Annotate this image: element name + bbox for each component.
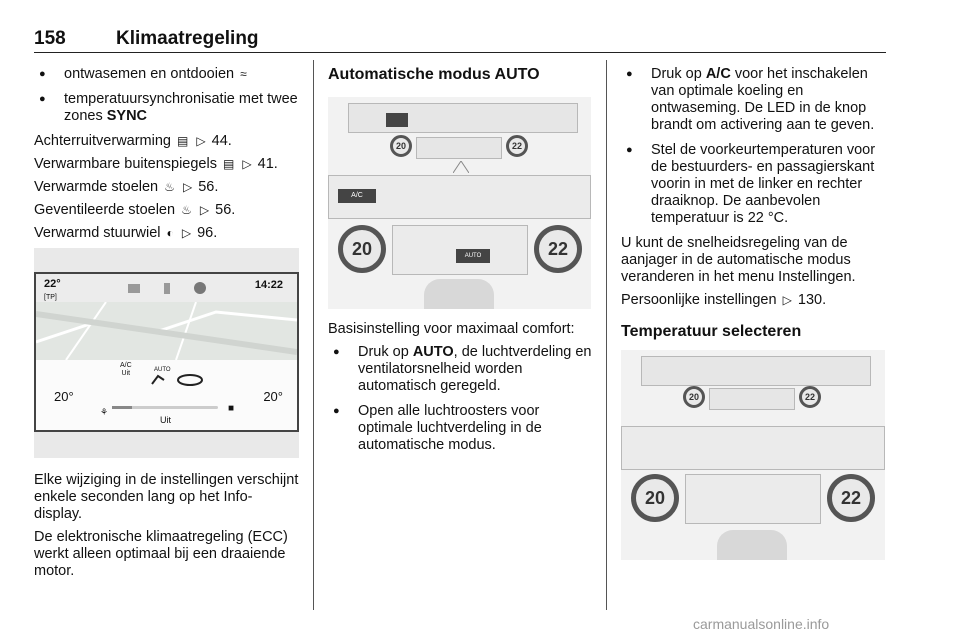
steering-wheel-heating-icon: ◐ (166, 226, 174, 240)
center-controls-small (416, 137, 502, 159)
knob-left: 20 (631, 474, 679, 522)
navigation-map (36, 302, 297, 360)
auto-button: AUTO (456, 249, 490, 263)
upper-button-row (348, 103, 578, 133)
outside-temperature: 22° (44, 278, 61, 290)
paragraph: De elektronische klimaatregeling (ECC) werkt alleen optimaal bij een draaiende motor. (34, 529, 288, 579)
list-item: ● temperatuursynchronisatie met twee zones SYNC (34, 91, 299, 125)
temperature-left: 20° (54, 389, 74, 404)
list-item: ● Open alle luchtroosters voor optimale luchtverdeling in de automatische modus. (328, 403, 593, 454)
clock: 14:22 (254, 279, 283, 291)
climate-panel-illustration (328, 97, 591, 309)
mirror-heating-icon: ▤ (223, 157, 235, 171)
temperature-right: 20° (263, 389, 283, 404)
page-ref-icon: ▷ (242, 157, 252, 171)
ac-highlight (386, 113, 408, 127)
knob-left-small: 20 (390, 135, 412, 157)
cross-reference[interactable]: Verwarmde stoelen ♨ ▷ 56. (34, 179, 219, 195)
list-item: ● Druk op AUTO, de luchtverdeling en ventilatorsnelheid worden automatisch geregeld. (328, 344, 593, 395)
paragraph: Basisinstelling voor maximaal comfort: (328, 321, 575, 337)
gear-shift-silhouette (424, 279, 494, 309)
knob-left-small: 20 (683, 386, 705, 408)
knob-right-small: 22 (506, 135, 528, 157)
paragraph: Elke wijziging in de instellingen verschijnt enkele seconden lang op het Info-display. (34, 472, 299, 522)
seat-icon: ■ (228, 403, 235, 414)
auto-status: AUTO (154, 367, 171, 373)
seat-ventilation-icon: ♨ (181, 203, 192, 217)
list-item: ● ontwasemen en ontdooien ≈ (34, 66, 299, 83)
ac-status: A/C Uit (120, 362, 132, 377)
air-distribution-icon (148, 368, 208, 388)
cross-reference[interactable]: Geventileerde stoelen ♨ ▷ 56. (34, 202, 236, 218)
chapter-title: Klimaatregeling (116, 28, 259, 49)
knob-right: 22 (534, 225, 582, 273)
ac-button: A/C (338, 189, 376, 203)
knob-right: 22 (827, 474, 875, 522)
page-ref-icon: ▷ (199, 203, 210, 217)
column-1 (34, 66, 299, 586)
info-display-illustration (34, 248, 299, 458)
climate-status-bar (36, 360, 297, 430)
column-2 (328, 66, 593, 462)
cross-reference[interactable]: Verwarmbare buitenspiegels ▤ ▷ 41. (34, 156, 278, 172)
status-icons (124, 280, 234, 296)
status-bar (36, 274, 297, 303)
sync-label: SYNC (106, 108, 148, 124)
fan-status: Uit (160, 415, 171, 425)
gear-shift-silhouette (717, 530, 787, 560)
zoom-pointer (453, 161, 469, 173)
cross-reference[interactable]: Verwarmd stuurwiel ◐ ▷ 96. (34, 225, 218, 241)
column-divider (313, 60, 314, 610)
page-ref-icon: ▷ (182, 180, 193, 194)
cross-reference[interactable]: Achterruitverwarming ▤ ▷ 44. (34, 133, 232, 149)
lower-button-row (621, 426, 885, 470)
column-divider (606, 60, 607, 610)
knob-left: 20 (338, 225, 386, 273)
rear-window-heating-icon: ▤ (177, 134, 189, 148)
knob-right-small: 22 (799, 386, 821, 408)
list-item: ● Druk op A/C voor het inschakelen van optimale koeling en ontwaseming. De LED in de knop brandt om activering aan te geven. (621, 66, 887, 134)
section-heading: Automatische modus AUTO (328, 66, 540, 83)
section-heading: Temperatuur selecteren (621, 323, 802, 340)
cross-reference[interactable]: Persoonlijke instellingen ▷ 130. (621, 292, 827, 308)
defrost-icon: ≈ (240, 67, 247, 81)
fan-icon: ⚘ (100, 407, 109, 417)
paragraph: U kunt de snelheidsregeling van de aanjager in de automatische modus veranderen in het menu Instellingen. (621, 235, 856, 285)
fan-speed-slider (112, 406, 218, 409)
list-item: ● Stel de voorkeurtemperaturen voor de bestuurders- en passagierskant voorin in met de linker en rechter draaiknop. De aanbevolen temperatuur is 22 °C. (621, 142, 887, 227)
upper-button-row (641, 356, 871, 386)
center-controls (685, 474, 821, 524)
page-ref-icon: ▷ (181, 226, 192, 240)
page-ref-icon: ▷ (782, 293, 792, 307)
watermark: carmanualsonline.info (693, 616, 830, 632)
page-header (34, 28, 886, 53)
info-display-screen (34, 272, 299, 432)
column-3 (621, 66, 887, 560)
center-controls-small (709, 388, 795, 410)
temperature-panel-illustration (621, 350, 885, 560)
page-ref-icon: ▷ (196, 134, 206, 148)
page-number: 158 (34, 28, 66, 49)
seat-heating-icon: ♨ (164, 180, 175, 194)
tp-indicator: [TP] (44, 294, 57, 301)
